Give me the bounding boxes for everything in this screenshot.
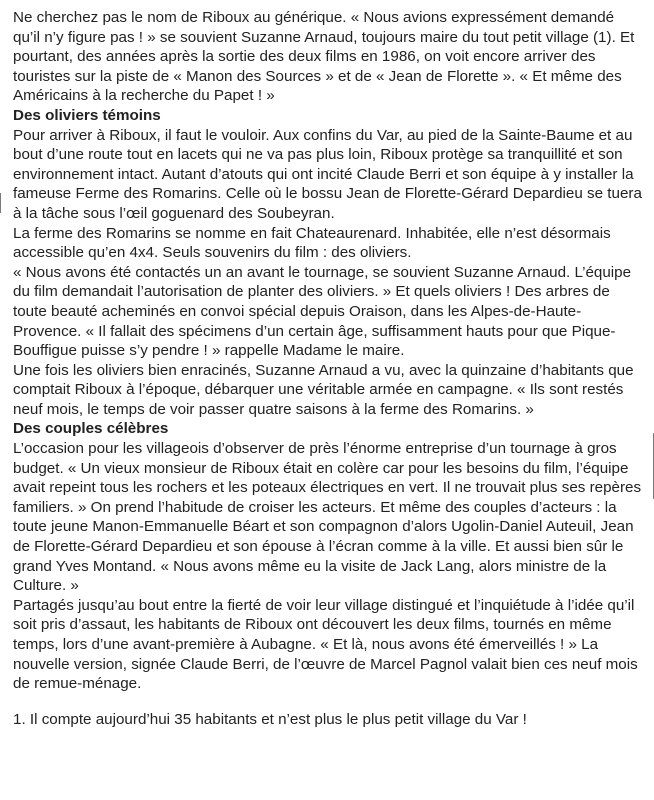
left-edge-marker xyxy=(0,193,1,213)
paragraph-ferme-romarins: La ferme des Romarins se nomme en fait Chateaurenard. Inhabitée, elle n’est désormais accessible qu’en 4x4. Seuls souvenirs du film : des oliviers. xyxy=(13,224,611,262)
section-heading-oliviers: Des oliviers témoins xyxy=(13,106,161,124)
section-heading-couples: Des couples célèbres xyxy=(13,420,169,438)
footnote-spacer xyxy=(13,694,644,710)
paragraph-arrivee-riboux: Pour arriver à Riboux, il faut le vouloir. Aux confins du Var, au pied de la Sainte-Baume et au bout d’une route tout en lacets qui ne va pas plus loin, Riboux protège sa tranquillité et son environnement intact. Autant d’atouts qui ont incité Claude Berri et son équipe à y installer la fameuse Ferme des Romarins. Celle où le bossu Jean de Florette-Gérard Depardieu se tuera à la tâche sous l’œil goguenard des Soubeyran. xyxy=(13,126,642,222)
paragraph-avant-premiere: Partagés jusqu’au bout entre la fierté de voir leur village distingué et l’inquiétude à l’idée qu’il soit pris d’assaut, les habitants de Riboux ont découvert les deux films, tournés en même temps, lors d’une avant-première à Aubagne. « Et là, nous avons été émerveillés ! » La nouvelle version, signée Claude Berri, de l’œuvre de Marcel Pagnol valait bien ces neuf mois de remue-ménage. xyxy=(13,596,638,693)
paragraph-tournage-acteurs: L’occasion pour les villageois d’observer de près l’énorme entreprise d’un tournage à gros budget. « Un vieux monsieur de Riboux était en colère car pour les besoins du film, l’équipe avait repeint tous les rochers et les poteaux électriques en vert. Il ne trouvait plus ses repères familiers. » On prend l’habitude de croiser les acteurs. Et même des couples d’acteurs : la toute jeune Manon-Emmanuelle Béart et son compagnon d’alors Ugolin-Daniel Auteuil, Jean de Florette-Gérard Depardieu et son épouse à l’écran comme à la ville. Et aussi bien sûr le grand Yves Montand. « Nous avons même eu la visite de Jack Lang, alors ministre de la Culture. » xyxy=(13,440,642,595)
paragraph-plantation-oliviers: « Nous avons été contactés un an avant le tournage, se souvient Suzanne Arnaud. L’équipe du film demandait l’autorisation de planter des oliviers. » Et quels oliviers ! Des arbres de toute beauté acheminés en convoi spécial depuis Oraison, dans les Alpes-de-Haute-Provence. « Il fallait des spécimens d’un certain âge, suffisamment hauts pour que Pique-Bouffigue puisse s’y pendre ! » rappelle Madame le maire. xyxy=(13,263,632,360)
intro-paragraph: Ne cherchez pas le nom de Riboux au générique. « Nous avions expressément demandé qu’il n’y figure pas ! » se souvient Suzanne Arnaud, toujours maire du tout petit village (1). Et pourtant, des années après la sortie des deux films en 1986, on voit encore arriver des touristes sur la piste de « Manon des Sources » et de « Jean de Florette ». « Et même des Américains à la recherche du Papet ! » xyxy=(13,9,635,105)
paragraph-armee-campagne: Une fois les oliviers bien enracinés, Suzanne Arnaud a vu, avec la quinzaine d’habitants que comptait Riboux à l’époque, débarquer une véritable armée en campagne. « Ils sont restés neuf mois, le temps de voir passer quatre saisons à la ferme des Romarins. » xyxy=(13,361,634,418)
footnote: 1. Il compte aujourd’hui 35 habitants et n’est plus le plus petit village du Var ! xyxy=(13,710,527,728)
